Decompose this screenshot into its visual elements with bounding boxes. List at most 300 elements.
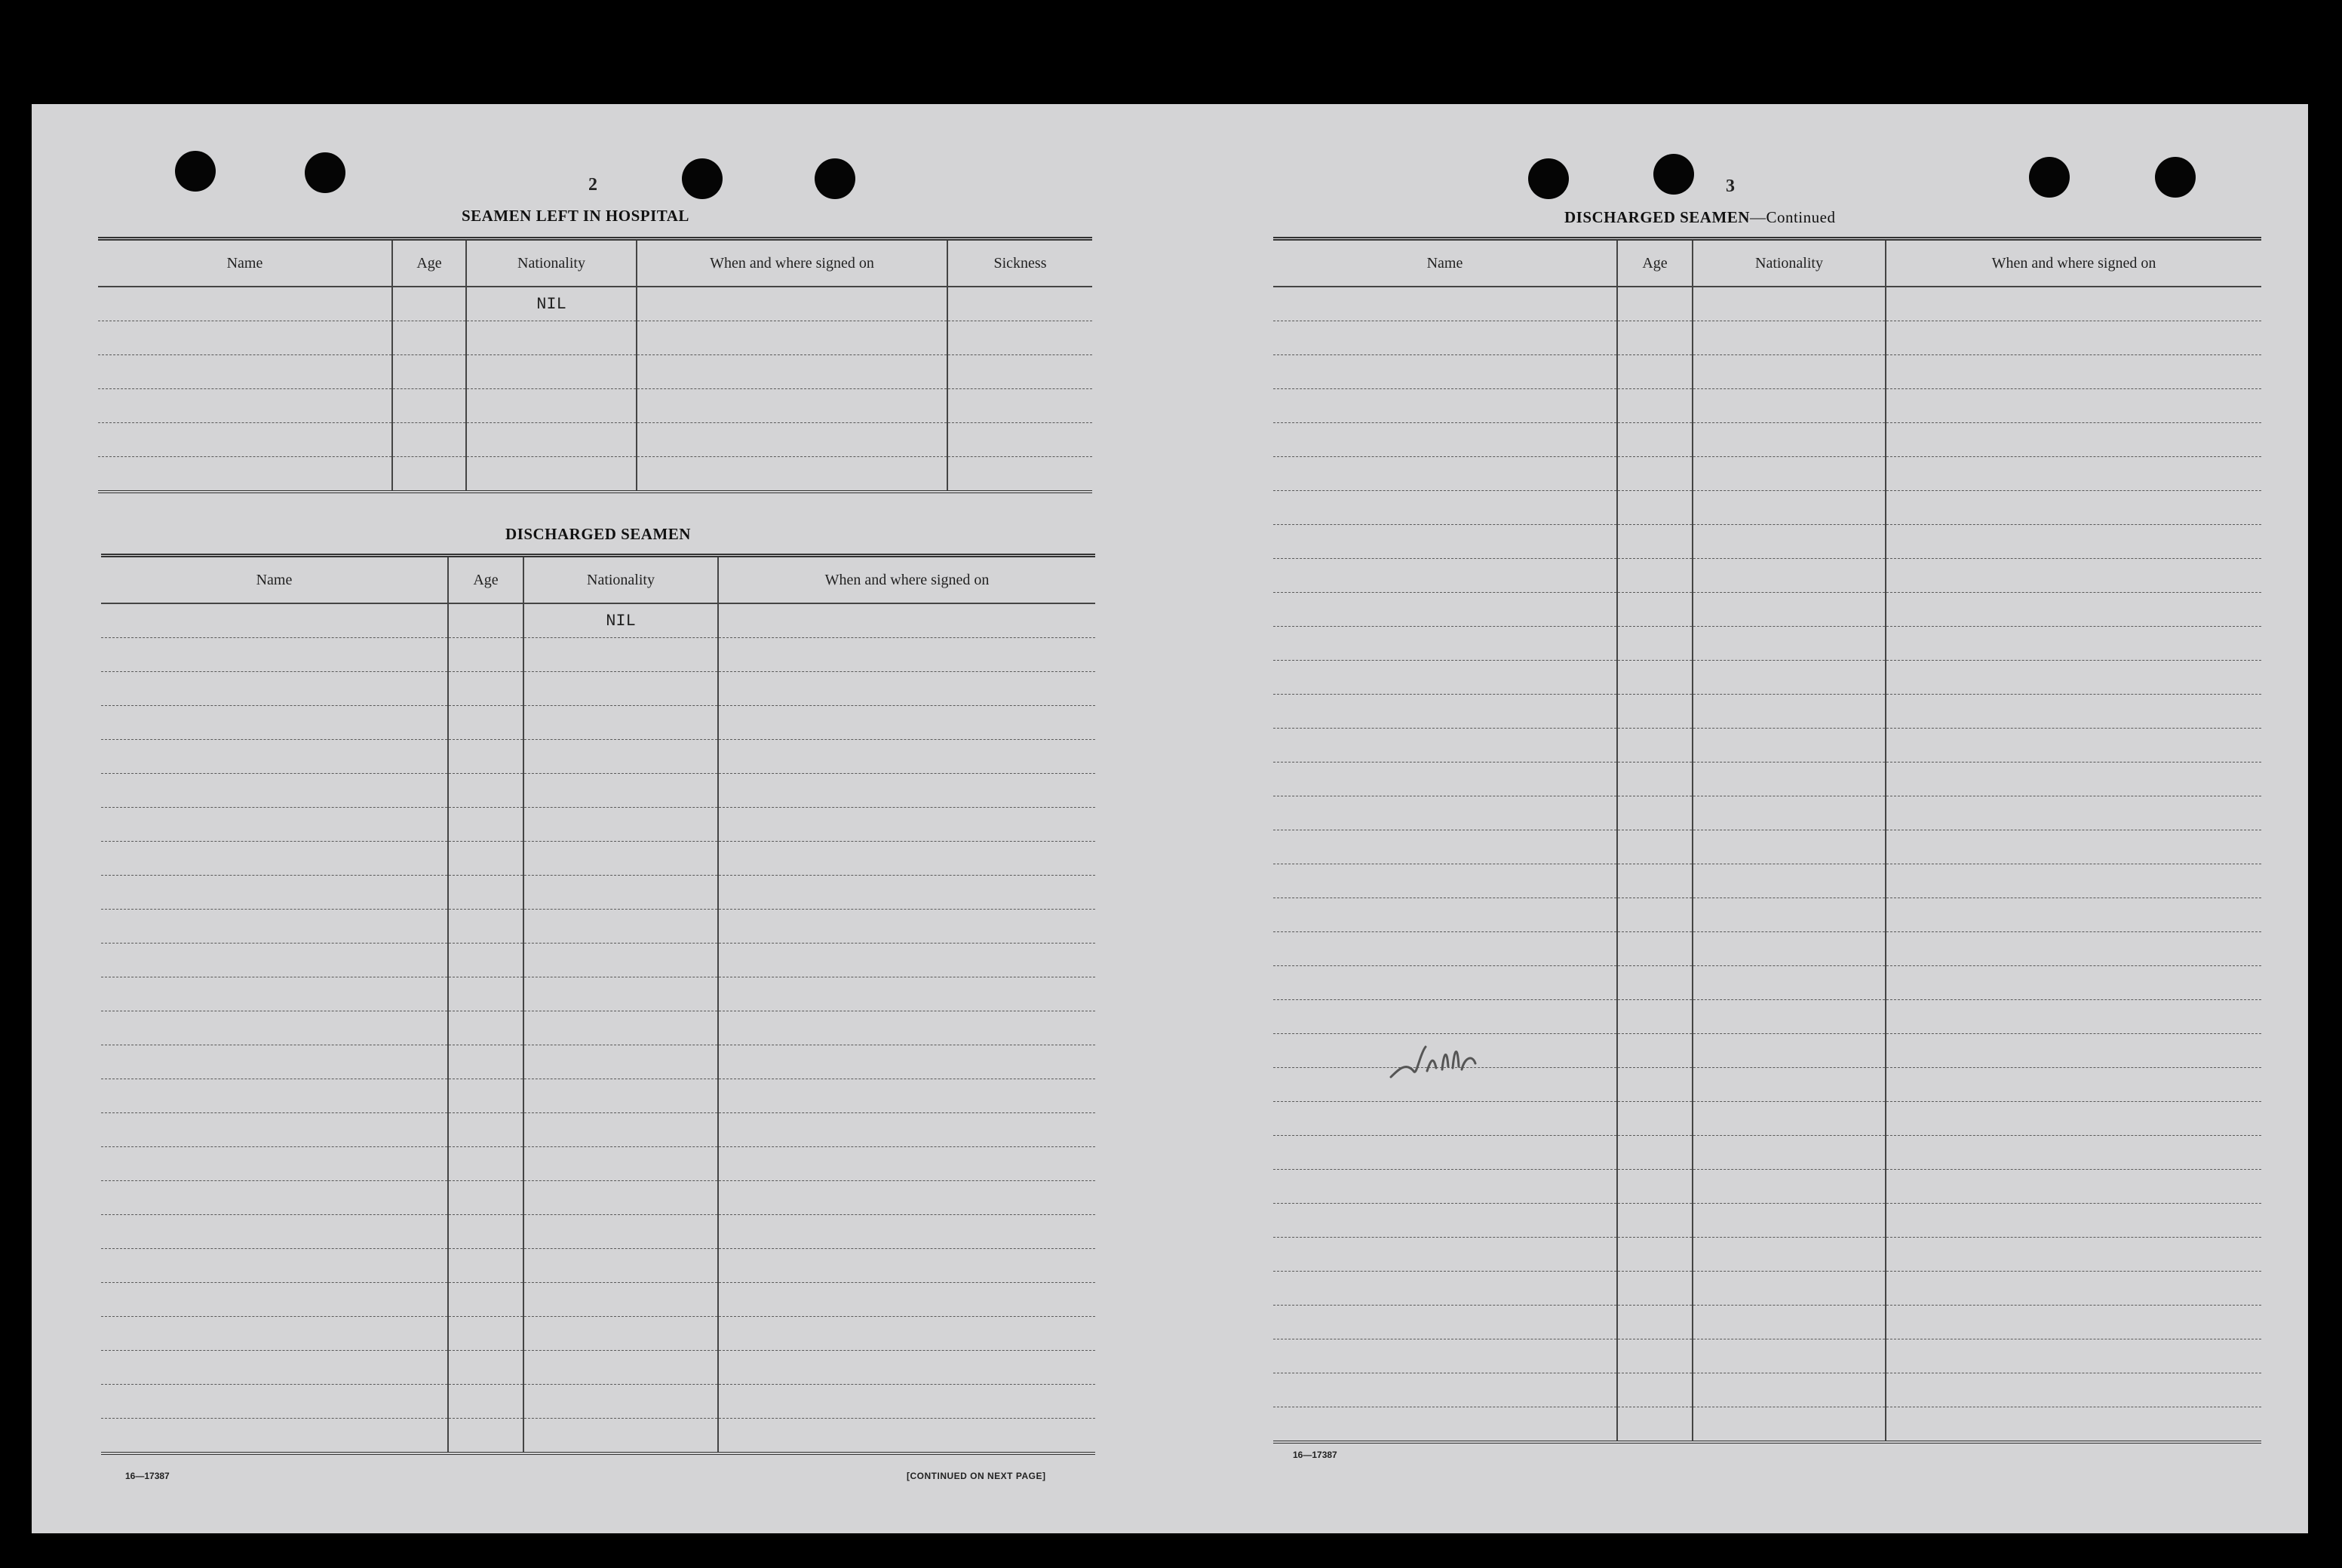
hospital-section-title: SEAMEN LEFT IN HOSPITAL — [462, 207, 689, 225]
table-cell — [392, 355, 466, 389]
table-cell — [1693, 695, 1886, 729]
table-cell — [718, 842, 1095, 876]
table-cell — [1273, 593, 1617, 627]
table-cell — [1617, 661, 1693, 695]
table-cell — [1693, 1373, 1886, 1407]
column-header-nationality: Nationality — [466, 239, 637, 287]
table-cell — [718, 1079, 1095, 1113]
table-cell — [1617, 830, 1693, 864]
table-cell — [1886, 966, 2261, 1000]
column-header-age: Age — [1617, 239, 1693, 287]
table-cell — [1693, 287, 1886, 321]
table-cell — [466, 321, 637, 355]
table-cell — [1617, 559, 1693, 593]
table-cell — [101, 876, 448, 910]
table-cell — [1886, 287, 2261, 321]
table-cell — [98, 423, 392, 457]
table-cell — [1617, 796, 1693, 830]
table-cell — [1617, 1407, 1693, 1443]
table-cell — [1693, 1136, 1886, 1170]
table-cell — [1273, 898, 1617, 932]
table-cell — [637, 423, 947, 457]
table-cell — [523, 1249, 718, 1283]
table-cell — [523, 977, 718, 1011]
table-cell — [637, 389, 947, 423]
table-cell — [101, 977, 448, 1011]
table-row — [101, 672, 1095, 706]
table-cell — [1273, 1306, 1617, 1339]
table-row — [98, 321, 1092, 355]
table-cell — [1886, 864, 2261, 898]
table-cell — [1273, 355, 1617, 389]
table-cell — [1617, 1339, 1693, 1373]
table-cell — [718, 1147, 1095, 1181]
table-row — [1273, 525, 2261, 559]
table-cell — [1886, 695, 2261, 729]
table-row — [101, 1317, 1095, 1351]
table-cell — [1886, 423, 2261, 457]
right-page — [1163, 104, 2308, 1533]
table-row — [1273, 695, 2261, 729]
table-cell — [947, 457, 1092, 492]
table-cell — [448, 1249, 523, 1283]
table-cell — [1693, 355, 1886, 389]
table-cell — [1617, 593, 1693, 627]
column-header-signed-on: When and where signed on — [1886, 239, 2261, 287]
table-row — [1273, 864, 2261, 898]
table-cell — [1886, 1170, 2261, 1204]
column-header-signed-on: When and where signed on — [718, 556, 1095, 604]
table-cell — [1886, 1339, 2261, 1373]
table-cell — [101, 1317, 448, 1351]
table-cell — [718, 672, 1095, 706]
table-row — [101, 944, 1095, 977]
table-cell — [1273, 423, 1617, 457]
table-cell — [718, 1011, 1095, 1045]
table-cell — [523, 1181, 718, 1215]
table-row — [101, 842, 1095, 876]
table-cell — [1693, 1170, 1886, 1204]
table-cell — [1617, 1000, 1693, 1034]
table-cell — [101, 603, 448, 638]
table-cell — [1273, 1170, 1617, 1204]
table-cell — [718, 808, 1095, 842]
table-cell — [1886, 627, 2261, 661]
table-cell — [637, 287, 947, 321]
table-cell — [466, 423, 637, 457]
left-page — [32, 104, 1163, 1533]
table-cell — [1617, 525, 1693, 559]
table-cell — [1273, 389, 1617, 423]
table-cell — [1886, 559, 2261, 593]
table-cell — [523, 638, 718, 672]
table-row — [1273, 457, 2261, 491]
table-cell — [101, 842, 448, 876]
table-cell — [1273, 1102, 1617, 1136]
table-cell — [1693, 389, 1886, 423]
table-cell — [101, 1045, 448, 1079]
table-cell — [523, 1011, 718, 1045]
table-row — [101, 774, 1095, 808]
table-row — [1273, 796, 2261, 830]
table-cell — [448, 944, 523, 977]
table-cell — [718, 876, 1095, 910]
table-cell — [1273, 1238, 1617, 1272]
table-cell — [466, 389, 637, 423]
table-cell — [1886, 1407, 2261, 1443]
table-row — [1273, 1407, 2261, 1443]
table-row — [101, 1249, 1095, 1283]
table-cell — [1617, 1204, 1693, 1238]
table-cell — [523, 1385, 718, 1419]
table-cell — [718, 1181, 1095, 1215]
column-header-age: Age — [448, 556, 523, 604]
table-cell — [1693, 661, 1886, 695]
table-cell — [392, 389, 466, 423]
table-row — [98, 457, 1092, 492]
table-cell — [1617, 864, 1693, 898]
table-cell — [1273, 1136, 1617, 1170]
table-row — [1273, 1102, 2261, 1136]
table-row — [101, 1385, 1095, 1419]
table-cell — [523, 1113, 718, 1147]
table-cell — [1617, 1136, 1693, 1170]
table-row — [1273, 763, 2261, 796]
table-cell — [947, 287, 1092, 321]
table-row — [101, 910, 1095, 944]
table-cell — [466, 355, 637, 389]
table-cell — [523, 672, 718, 706]
table-cell — [101, 1113, 448, 1147]
table-cell — [448, 1147, 523, 1181]
table-cell — [523, 1215, 718, 1249]
table-cell — [947, 321, 1092, 355]
form-sheet — [32, 104, 2308, 1533]
table-cell — [947, 389, 1092, 423]
table-cell — [101, 1283, 448, 1317]
table-cell — [718, 706, 1095, 740]
table-cell — [1693, 1339, 1886, 1373]
table-cell — [1617, 1034, 1693, 1068]
table-row — [1273, 830, 2261, 864]
table-cell — [1617, 932, 1693, 966]
table-cell — [1886, 1373, 2261, 1407]
table-cell — [1693, 525, 1886, 559]
table-cell — [523, 1045, 718, 1079]
table-cell — [1273, 864, 1617, 898]
table-cell — [1617, 729, 1693, 763]
table-row — [1273, 559, 2261, 593]
table-cell — [523, 740, 718, 774]
table-row — [101, 1045, 1095, 1079]
continued-note: [CONTINUED ON NEXT PAGE] — [907, 1471, 1046, 1481]
table-cell — [1273, 1407, 1617, 1443]
table-cell — [718, 638, 1095, 672]
table-cell — [637, 321, 947, 355]
table-cell — [718, 603, 1095, 638]
table-row — [101, 603, 1095, 638]
discharged-continued-title — [1564, 208, 1835, 227]
table-cell — [101, 740, 448, 774]
table-row — [101, 1011, 1095, 1045]
table-cell — [1693, 729, 1886, 763]
table-cell — [1693, 966, 1886, 1000]
table-cell — [101, 672, 448, 706]
table-cell — [98, 355, 392, 389]
table-cell — [1273, 695, 1617, 729]
handwritten-signature — [1383, 1024, 1496, 1092]
table-row — [1273, 1306, 2261, 1339]
table-cell — [1693, 1102, 1886, 1136]
table-row — [1273, 661, 2261, 695]
table-cell — [523, 774, 718, 808]
table-row — [1273, 287, 2261, 321]
table-cell — [1886, 593, 2261, 627]
table-cell — [1617, 898, 1693, 932]
table-cell — [1617, 1102, 1693, 1136]
table-cell — [1886, 729, 2261, 763]
table-cell — [448, 1215, 523, 1249]
table-cell — [718, 1283, 1095, 1317]
table-row — [101, 1419, 1095, 1454]
table-cell — [718, 1215, 1095, 1249]
page-number: 2 — [588, 175, 597, 195]
table-row — [1273, 389, 2261, 423]
table-cell — [1693, 796, 1886, 830]
column-header-signed-on: When and where signed on — [637, 239, 947, 287]
table-cell — [1886, 1000, 2261, 1034]
table-row — [1273, 321, 2261, 355]
table-cell — [1886, 525, 2261, 559]
table-cell — [1693, 864, 1886, 898]
table-row — [101, 1215, 1095, 1249]
table-cell — [1886, 1136, 2261, 1170]
table-cell — [101, 706, 448, 740]
table-cell — [1617, 491, 1693, 525]
table-cell — [448, 1385, 523, 1419]
table-row — [101, 706, 1095, 740]
table-cell — [448, 1045, 523, 1079]
table-cell — [101, 1249, 448, 1283]
table-cell — [1693, 830, 1886, 864]
table-row — [1273, 1339, 2261, 1373]
table-row — [1273, 1170, 2261, 1204]
table-row — [1273, 1373, 2261, 1407]
table-cell — [1693, 1238, 1886, 1272]
table-cell — [101, 1079, 448, 1113]
table-cell — [1617, 1306, 1693, 1339]
table-cell — [1693, 559, 1886, 593]
table-cell — [1886, 1306, 2261, 1339]
table-row — [101, 977, 1095, 1011]
table-cell — [1693, 627, 1886, 661]
table-cell — [1693, 1068, 1886, 1102]
table-cell — [1273, 287, 1617, 321]
discharged-title-text: DISCHARGED SEAMEN — [1564, 208, 1750, 226]
table-cell — [1273, 491, 1617, 525]
table-cell — [101, 1011, 448, 1045]
table-cell — [1273, 661, 1617, 695]
table-row — [1273, 898, 2261, 932]
table-cell: NIL — [466, 287, 637, 321]
table-cell — [523, 1419, 718, 1454]
table-cell — [1886, 355, 2261, 389]
table-cell — [101, 1147, 448, 1181]
table-cell — [1273, 729, 1617, 763]
table-row — [101, 1351, 1095, 1385]
table-cell — [448, 876, 523, 910]
table-cell — [1886, 830, 2261, 864]
table-row — [101, 740, 1095, 774]
table-row — [101, 808, 1095, 842]
table-cell — [637, 457, 947, 492]
table-row — [1273, 932, 2261, 966]
table-cell — [101, 1419, 448, 1454]
table-cell — [1693, 321, 1886, 355]
table-cell — [101, 774, 448, 808]
table-cell — [392, 287, 466, 321]
column-header-nationality: Nationality — [1693, 239, 1886, 287]
table-row — [98, 423, 1092, 457]
form-number: 16—17387 — [125, 1471, 170, 1481]
form-number: 16—17387 — [1293, 1450, 1337, 1460]
table-cell — [523, 1283, 718, 1317]
hospital-table — [98, 237, 1092, 493]
table-cell — [1617, 966, 1693, 1000]
table-cell — [1617, 763, 1693, 796]
table-cell — [1273, 1339, 1617, 1373]
table-row — [101, 1283, 1095, 1317]
column-header-name: Name — [98, 239, 392, 287]
table-cell — [523, 1351, 718, 1385]
table-cell — [718, 1045, 1095, 1079]
table-cell — [1886, 1272, 2261, 1306]
table-cell — [1886, 321, 2261, 355]
table-cell — [448, 1419, 523, 1454]
table-row — [1273, 1238, 2261, 1272]
table-cell — [1273, 966, 1617, 1000]
table-row — [1273, 593, 2261, 627]
table-cell — [101, 1385, 448, 1419]
table-cell — [101, 1215, 448, 1249]
table-cell — [1273, 321, 1617, 355]
table-cell — [448, 808, 523, 842]
table-cell — [718, 1419, 1095, 1454]
table-row — [1273, 423, 2261, 457]
table-cell — [718, 1385, 1095, 1419]
table-cell — [1886, 389, 2261, 423]
table-cell — [101, 1351, 448, 1385]
table-cell — [1617, 1170, 1693, 1204]
table-cell — [1617, 1068, 1693, 1102]
table-cell — [1617, 287, 1693, 321]
page-number: 3 — [1726, 176, 1735, 196]
table-cell — [1273, 627, 1617, 661]
table-cell — [1886, 661, 2261, 695]
table-cell — [523, 1079, 718, 1113]
table-cell — [392, 423, 466, 457]
table-cell — [101, 944, 448, 977]
table-row — [98, 355, 1092, 389]
table-cell — [718, 944, 1095, 977]
table-row — [1273, 1136, 2261, 1170]
continued-suffix: —Continued — [1749, 208, 1836, 226]
table-cell — [392, 457, 466, 492]
discharged-table — [101, 554, 1095, 1455]
table-row — [1273, 491, 2261, 525]
table-cell — [523, 842, 718, 876]
table-cell — [718, 1249, 1095, 1283]
table-cell — [448, 1079, 523, 1113]
table-cell — [448, 638, 523, 672]
column-header-age: Age — [392, 239, 466, 287]
table-cell — [523, 1147, 718, 1181]
table-cell — [523, 808, 718, 842]
table-cell — [1617, 389, 1693, 423]
table-row — [1273, 729, 2261, 763]
table-cell — [718, 1113, 1095, 1147]
table-cell — [98, 389, 392, 423]
table-cell — [392, 321, 466, 355]
discharged-continued-table — [1273, 237, 2261, 1444]
table-cell — [448, 977, 523, 1011]
table-row — [1273, 1204, 2261, 1238]
table-cell — [1617, 627, 1693, 661]
table-cell: NIL — [523, 603, 718, 638]
table-cell — [1273, 1373, 1617, 1407]
table-cell — [1886, 763, 2261, 796]
table-cell — [1617, 457, 1693, 491]
table-cell — [1273, 457, 1617, 491]
table-cell — [1886, 457, 2261, 491]
table-cell — [101, 1181, 448, 1215]
table-cell — [718, 910, 1095, 944]
table-cell — [1617, 355, 1693, 389]
table-row — [1273, 966, 2261, 1000]
table-row — [101, 1079, 1095, 1113]
table-cell — [448, 1317, 523, 1351]
table-cell — [448, 1011, 523, 1045]
table-row — [98, 389, 1092, 423]
table-cell — [523, 1317, 718, 1351]
table-cell — [637, 355, 947, 389]
column-header-nationality: Nationality — [523, 556, 718, 604]
table-cell — [1617, 423, 1693, 457]
table-cell — [1273, 559, 1617, 593]
table-cell — [1617, 1272, 1693, 1306]
table-cell — [101, 808, 448, 842]
table-cell — [718, 774, 1095, 808]
table-cell — [448, 842, 523, 876]
table-cell — [1273, 1204, 1617, 1238]
table-cell — [448, 740, 523, 774]
table-cell — [1886, 491, 2261, 525]
table-cell — [1273, 1272, 1617, 1306]
table-cell — [718, 1317, 1095, 1351]
discharged-section-title: DISCHARGED SEAMEN — [505, 525, 691, 543]
table-cell — [448, 910, 523, 944]
table-cell — [448, 1283, 523, 1317]
table-cell — [98, 321, 392, 355]
table-cell — [1886, 1204, 2261, 1238]
table-row — [101, 638, 1095, 672]
table-cell — [1273, 932, 1617, 966]
table-cell — [448, 1113, 523, 1147]
table-cell — [1693, 1407, 1886, 1443]
table-cell — [448, 1181, 523, 1215]
table-cell — [448, 672, 523, 706]
table-cell — [1693, 898, 1886, 932]
